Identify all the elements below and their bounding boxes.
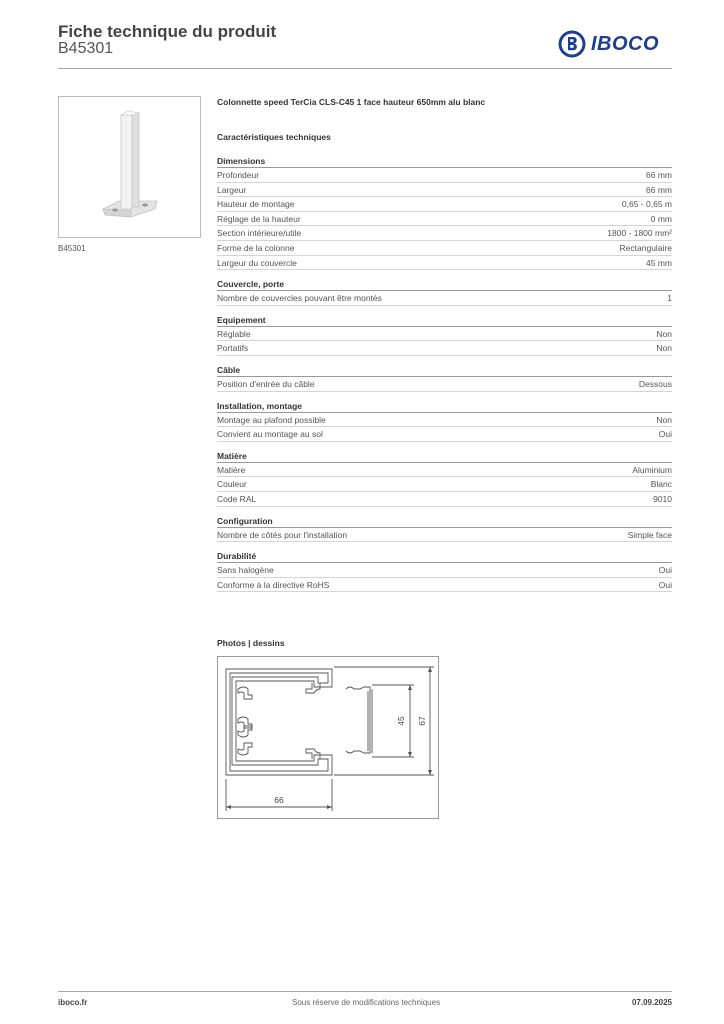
spec-value: Dessous bbox=[638, 378, 672, 389]
dimension-cover-label: 45 bbox=[396, 716, 406, 726]
spec-row bbox=[217, 427, 672, 442]
spec-value: Aluminium bbox=[632, 464, 672, 475]
spec-value: Oui bbox=[658, 579, 672, 590]
spec-label: Réglage de la hauteur bbox=[217, 213, 301, 224]
spec-label: Nombre de couvercles pouvant être montés bbox=[217, 293, 382, 304]
spec-label: Conforme à la directive RoHS bbox=[217, 579, 330, 590]
spec-value: 66 mm bbox=[646, 184, 672, 195]
footer-note: Sous réserve de modifications techniques bbox=[292, 998, 441, 1007]
spec-value: 9010 bbox=[653, 493, 672, 504]
spec-section-title: Couvercle, porte bbox=[217, 278, 672, 291]
footer-date: 07.09.2025 bbox=[631, 998, 672, 1007]
cross-section-drawing bbox=[218, 657, 438, 818]
dimension-width-label: 66 bbox=[274, 795, 284, 805]
product-details bbox=[217, 96, 672, 592]
spec-label: Réglable bbox=[217, 328, 251, 339]
spec-label: Section intérieure/utile bbox=[217, 228, 302, 239]
spec-row bbox=[217, 563, 672, 578]
spec-label: Couleur bbox=[217, 479, 247, 490]
spec-value: 1800 - 1800 mm² bbox=[607, 228, 672, 239]
spec-row bbox=[217, 413, 672, 428]
spec-section bbox=[217, 364, 672, 392]
spec-row bbox=[217, 256, 672, 271]
technical-drawing bbox=[217, 656, 439, 819]
spec-section bbox=[217, 278, 672, 306]
spec-label: Montage au plafond possible bbox=[217, 414, 326, 425]
spec-value: Rectangulaire bbox=[619, 242, 672, 253]
spec-label: Hauteur de montage bbox=[217, 199, 295, 210]
spec-row bbox=[217, 197, 672, 212]
spec-value: Non bbox=[656, 328, 672, 339]
product-name: Colonnette speed TerCia CLS-C45 1 face hauteur 650mm alu blanc bbox=[217, 97, 486, 107]
spec-value: Oui bbox=[658, 565, 672, 576]
spec-label: Matière bbox=[217, 464, 246, 475]
spec-row bbox=[217, 241, 672, 256]
spec-section-title: Configuration bbox=[217, 515, 672, 528]
spec-value: Blanc bbox=[650, 479, 672, 490]
spec-label: Convient au montage au sol bbox=[217, 429, 323, 440]
spec-section-title: Matière bbox=[217, 450, 672, 463]
spec-value: Simple face bbox=[627, 529, 672, 540]
spec-label: Position d'entrée du câble bbox=[217, 378, 315, 389]
spec-value: Non bbox=[656, 343, 672, 354]
spec-value: 1 bbox=[667, 293, 672, 304]
spec-label: Sans halogène bbox=[217, 565, 274, 576]
column-illustration bbox=[59, 97, 200, 237]
spec-row bbox=[217, 528, 672, 543]
spec-row bbox=[217, 377, 672, 392]
spec-value: 0 mm bbox=[650, 213, 672, 224]
spec-row bbox=[217, 183, 672, 198]
spec-row bbox=[217, 477, 672, 492]
spec-row bbox=[217, 168, 672, 183]
spec-row bbox=[217, 291, 672, 306]
spec-section bbox=[217, 450, 672, 507]
product-code: B45301 bbox=[58, 40, 114, 57]
spec-label: Largeur bbox=[217, 184, 247, 195]
spec-section-title: Câble bbox=[217, 364, 672, 377]
spec-section bbox=[217, 314, 672, 356]
dimension-height-label: 67 bbox=[417, 716, 427, 726]
spec-value: 45 mm bbox=[646, 257, 672, 268]
spec-label: Code RAL bbox=[217, 493, 257, 504]
spec-section-title: Installation, montage bbox=[217, 400, 672, 413]
spec-label: Largeur du couvercle bbox=[217, 257, 297, 268]
spec-label: Forme de la colonne bbox=[217, 242, 295, 253]
specs-heading: Caractéristiques techniques bbox=[217, 132, 331, 142]
spec-section-title: Durabilité bbox=[217, 550, 672, 563]
spec-value: 66 mm bbox=[646, 170, 672, 180]
page-title: Fiche technique du produit bbox=[58, 22, 277, 41]
spec-row bbox=[217, 327, 672, 342]
product-image bbox=[58, 96, 201, 238]
spec-label: Portatifs bbox=[217, 343, 249, 354]
spec-value: Oui bbox=[658, 429, 672, 440]
spec-section bbox=[217, 550, 672, 592]
spec-row bbox=[217, 212, 672, 227]
spec-row bbox=[217, 463, 672, 478]
spec-sections bbox=[217, 155, 672, 592]
spec-row bbox=[217, 578, 672, 593]
footer-website[interactable]: iboco.fr bbox=[58, 998, 88, 1007]
image-caption: B45301 bbox=[58, 244, 86, 253]
spec-label: Nombre de côtés pour l'installation bbox=[217, 529, 348, 540]
spec-value: Non bbox=[656, 414, 672, 425]
spec-section-title: Equipement bbox=[217, 314, 672, 327]
header-divider bbox=[58, 68, 672, 69]
spec-section-title: Dimensions bbox=[217, 155, 672, 168]
spec-section bbox=[217, 155, 672, 270]
photos-heading: Photos | dessins bbox=[217, 638, 285, 648]
spec-row bbox=[217, 341, 672, 356]
spec-row bbox=[217, 492, 672, 507]
spec-label: Profondeur bbox=[217, 170, 260, 180]
spec-row bbox=[217, 226, 672, 241]
spec-section bbox=[217, 515, 672, 543]
spec-section bbox=[217, 400, 672, 442]
iboco-logo-icon bbox=[557, 29, 587, 59]
footer-divider bbox=[58, 991, 672, 992]
spec-value: 0,65 - 0,65 m bbox=[621, 199, 672, 210]
logo-text: IBOCO bbox=[591, 32, 660, 55]
brand-logo bbox=[557, 29, 675, 59]
